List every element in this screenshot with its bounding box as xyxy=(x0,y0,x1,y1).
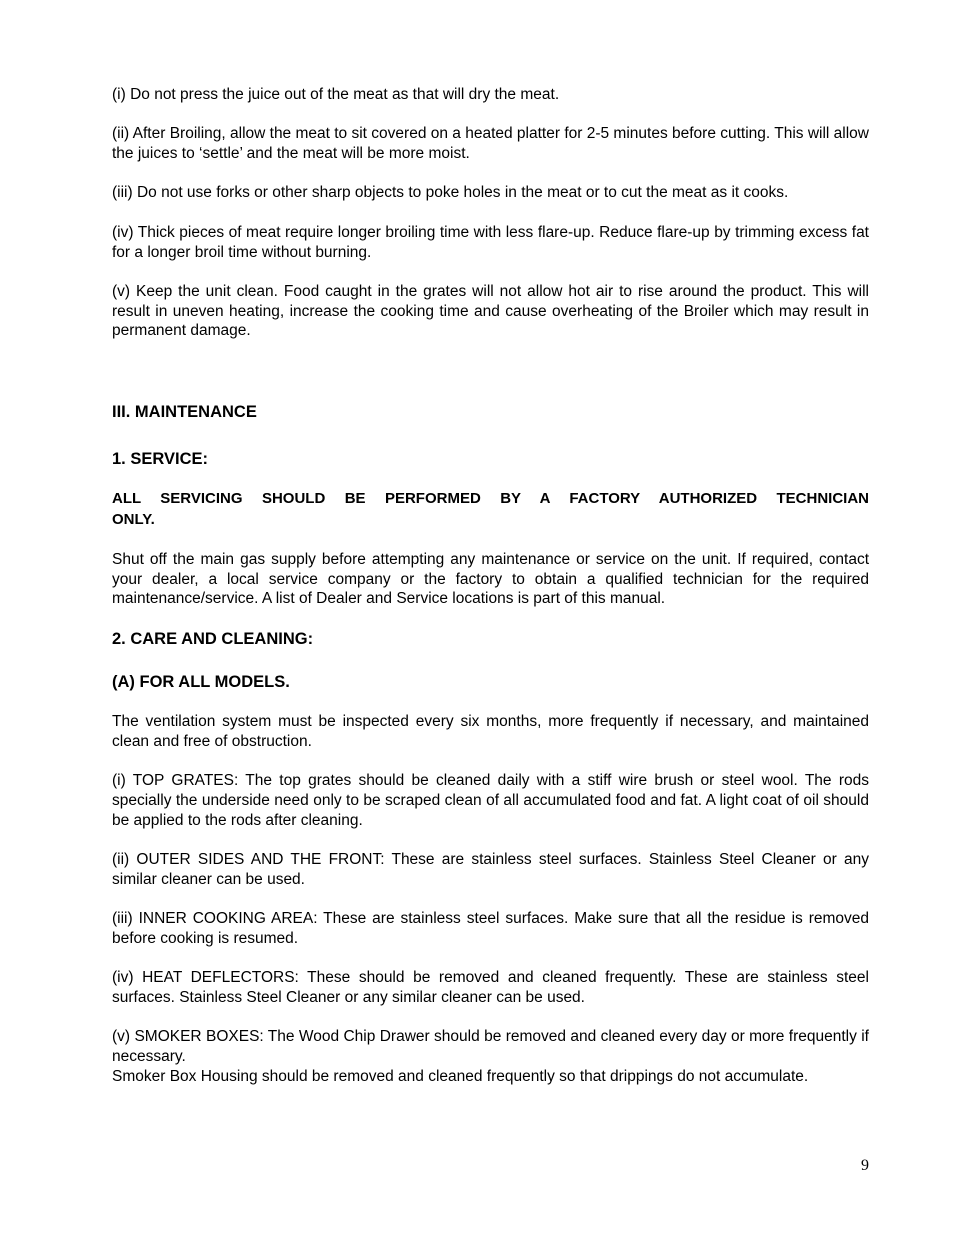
heat-deflectors-paragraph: (iv) HEAT DEFLECTORS: These should be removed and cleaned frequently. These are stainless steel surfaces. Stainless Steel Cleaner or any similar cleaner can be used. xyxy=(112,969,869,1006)
smoker-boxes-line-1: (v) SMOKER BOXES: The Wood Chip Drawer should be removed and cleaned every day or more frequently if necessary. xyxy=(112,1028,869,1066)
tip-paragraph-5: (v) Keep the unit clean. Food caught in the grates will not allow hot air to rise around the product. This will result in uneven heating, increase the cooking time and cause overheating of the Broiler which may result in permanent damage. xyxy=(112,282,869,340)
ventilation-paragraph: The ventilation system must be inspected every six months, more frequently if necessary, and maintained clean and free of obstruction. xyxy=(112,713,869,750)
page-number: 9 xyxy=(861,1157,869,1174)
service-warning-line-2: ONLY. xyxy=(112,510,155,528)
tip-paragraph-2: (ii) After Broiling, allow the meat to sit covered on a heated platter for 2-5 minutes before cutting. This will allow the juices to ‘settle’ and the meat will be more moist. xyxy=(112,125,869,163)
tip-paragraph-1: (i) Do not press the juice out of the meat as that will dry the meat. xyxy=(112,86,560,103)
care-cleaning-heading: 2. CARE AND CLEANING: xyxy=(112,630,314,649)
smoker-boxes-line-2: Smoker Box Housing should be removed and cleaned frequently so that drippings do not accumulate. xyxy=(112,1067,809,1085)
smoker-boxes-block xyxy=(112,1027,869,1086)
maintenance-heading: III. MAINTENANCE xyxy=(112,403,257,422)
tip-paragraph-4: (iv) Thick pieces of meat require longer broiling time with less flare-up. Reduce flare-up by trimming excess fat for a longer broil time without burning. xyxy=(112,223,869,261)
service-heading: 1. SERVICE: xyxy=(112,450,208,469)
outer-sides-paragraph: (ii) OUTER SIDES AND THE FRONT: These are stainless steel surfaces. Stainless Steel Cleaner or any similar cleaner can be used. xyxy=(112,851,869,888)
service-warning-line-1: ALL SERVICING SHOULD BE PERFORMED BY A FACTORY AUTHORIZED TECHNICIAN xyxy=(112,490,869,508)
top-grates-paragraph: (i) TOP GRATES: The top grates should be cleaned daily with a stiff wire brush or steel wool. The rods specially the underside need only to be scraped clean of all accumulated food and fat. A light coat of oil should be applied to the rods after cleaning. xyxy=(112,772,869,829)
tip-paragraph-3: (iii) Do not use forks or other sharp objects to poke holes in the meat or to cut the meat as it cooks. xyxy=(112,184,789,202)
document-page xyxy=(112,85,869,1086)
service-warning xyxy=(112,489,869,530)
service-body: Shut off the main gas supply before attempting any maintenance or service on the unit. If required, contact your dealer, a local service company or the factory to obtain a qualified technician for the required maintenance/service. A list of Dealer and Service locations is part of this manual. xyxy=(112,551,869,608)
all-models-subheading: (A) FOR ALL MODELS. xyxy=(112,673,290,692)
inner-cooking-area-paragraph: (iii) INNER COOKING AREA: These are stainless steel surfaces. Make sure that all the residue is removed before cooking is resumed. xyxy=(112,910,869,947)
